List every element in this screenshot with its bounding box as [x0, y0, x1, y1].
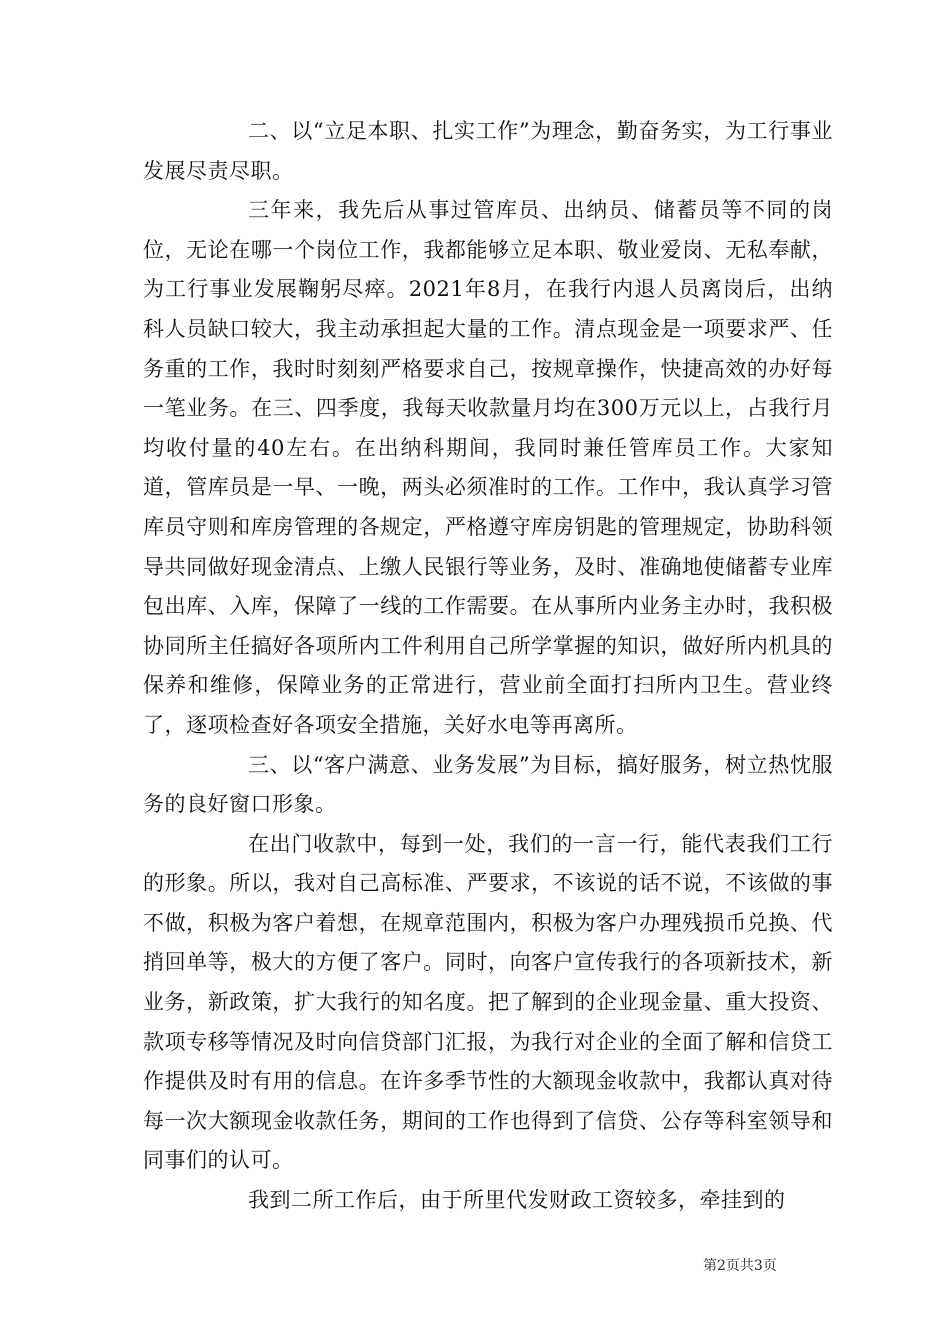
paragraph-second-office: 我到二所工作后，由于所里代发财政工资较多，牵挂到的: [248, 1188, 786, 1213]
paragraph-section-three-heading: 三、以“客户满意、业务发展”为目标，搞好服务，树立热忱服务的良好窗口形象。: [143, 752, 833, 817]
paragraph-section-two-heading: 二、以“立足本职、扎实工作”为理念，勤奋务实，为工行事业发展尽责尽职。: [143, 119, 833, 183]
paragraph-collection-service: 在出门收款中，每到一处，我们的一言一行，能代表我们工行的形象。所以，我对自己高标准、严要求，不该说的话不说，不该做的事不做，积极为客户着想，在规章范围内，积极为客户办理残损币兑换、代捎回单等，极大的方便了客户。同时，向客户宣传我行的各项新技术，新业务，新政策，扩大我行的知名度。把了解到的企业现金量、重大投资、款项专移等情况及时向信贷部门汇报，为我行对企业的全面了解和信贷工作提供及时有用的信息。在许多季节性的大额现金收款中，我都认真对待每一次大额现金收款任务，期间的工作也得到了信贷、公存等科室领导和同事们的认可。: [143, 831, 833, 1173]
paragraph-three-years-work: 三年来，我先后从事过管库员、出纳员、储蓄员等不同的岗位，无论在哪一个岗位工作，我都能够立足本职、敬业爱岗、无私奉献，为工行事业发展鞠躬尽瘁。2021年8月，在我行内退人员离岗后，出纳科人员缺口较大，我主动承担起大量的工作。清点现金是一项要求严、任务重的工作，我时时刻刻严格要求自己，按规章操作，快捷高效的办好每一笔业务。在三、四季度，我每天收款量月均在300万元以上，占我行月均收付量的40左右。在出纳科期间，我同时兼任管库员工作。大家知道，管库员是一早、一晚，两头必须准时的工作。工作中，我认真学习管库员守则和库房管理的各规定，严格遵守库房钥匙的管理规定，协助科领导共同做好现金清点、上缴人民银行等业务，及时、准确地使储蓄专业库包出库、入库，保障了一线的工作需要。在从事所内业务主办时，我积极协同所主任搞好各项所内工件利用自己所学掌握的知识，做好所内机具的保养和维修，保障业务的正常进行，营业前全面打扫所内卫生。营业终了，逐项检查好各项安全措施，关好水电等再离所。: [143, 198, 833, 737]
document-body: [143, 112, 833, 1221]
page-number-footer: 第2页共3页: [703, 1258, 777, 1274]
